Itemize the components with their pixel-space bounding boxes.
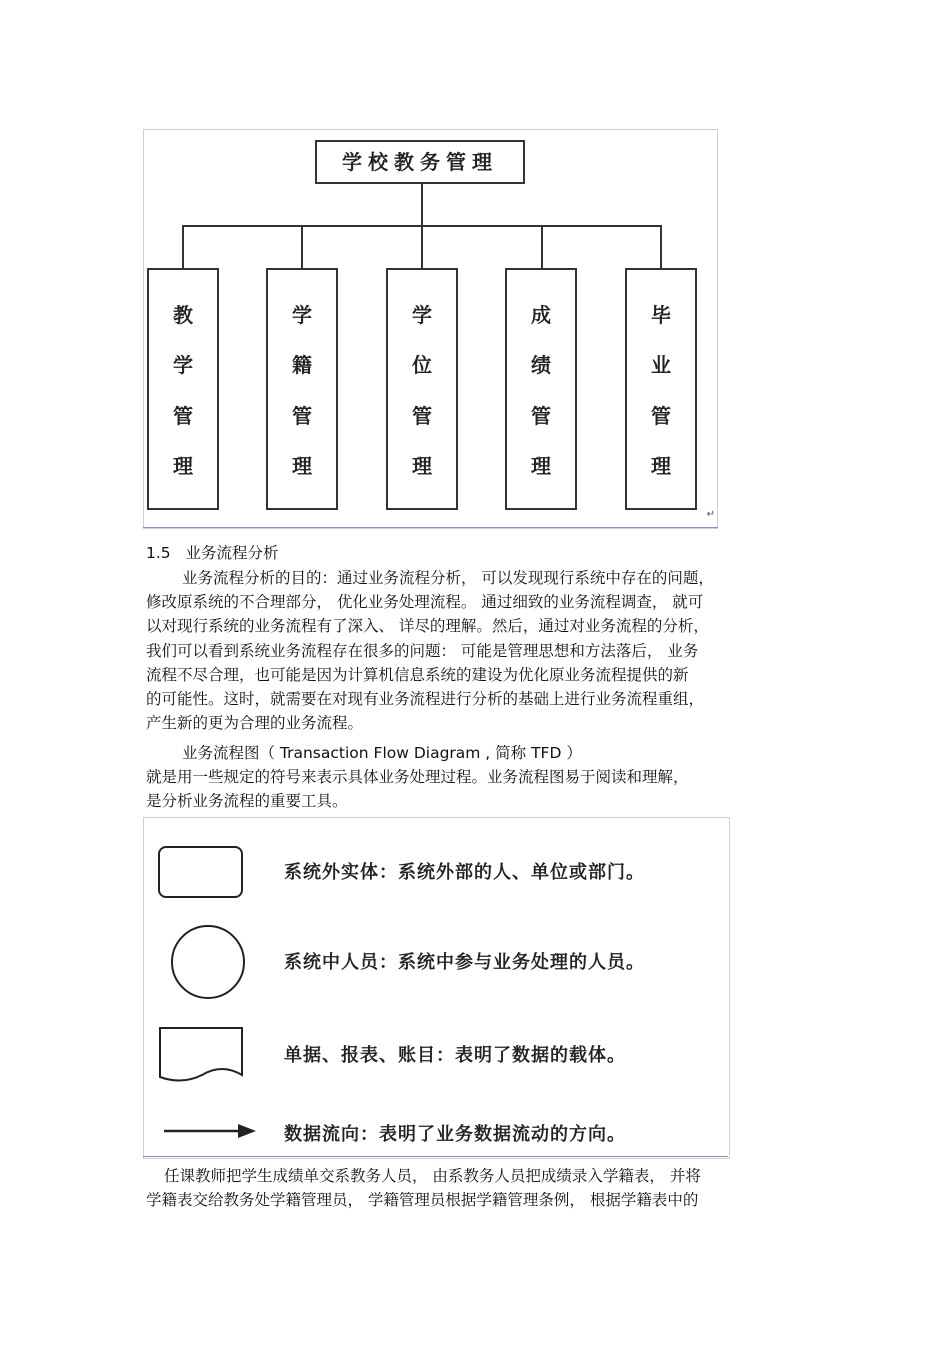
char: 理 (173, 454, 193, 479)
connector-child-2 (301, 225, 303, 268)
connector-child-4 (541, 225, 543, 268)
org-child-enrollment (266, 268, 338, 510)
document-icon (156, 1023, 251, 1088)
tfd-legend-figure (143, 817, 730, 1159)
char: 学 (173, 353, 193, 378)
text-line (146, 566, 826, 590)
char: 籍 (292, 353, 312, 378)
char: 理 (412, 454, 432, 479)
connector-root-vertical (421, 184, 423, 226)
paragraph-3 (146, 1164, 826, 1212)
text-line (146, 741, 826, 765)
text-line: 是分析业务流程的重要工具。 (146, 792, 348, 811)
char: 成 (531, 302, 551, 327)
char: 教 (173, 302, 193, 327)
connector-child-5 (660, 225, 662, 268)
section-title: 业务流程分析 (185, 544, 279, 562)
text-line: 我们可以看到系统业务流程存在很多的问题： 可能是管理思想和方法落后， 业务 (146, 641, 699, 660)
text-line: 流程不尽合理，也可能是因为计算机信息系统的建设为优化原业务流程提供的新 (146, 665, 689, 684)
connector-child-3 (421, 225, 423, 268)
text-line-content: 任课教师把学生成绩单交系教务人员， 由系教务人员把成绩录入学籍表， 并将 (164, 1167, 701, 1185)
org-child-degree (386, 268, 458, 510)
text-line: 修改原系统的不合理部分， 优化业务处理流程。 通过细致的业务流程调查， 就可 (146, 593, 704, 612)
char: 毕 (651, 302, 671, 327)
org-child-teaching (147, 268, 219, 510)
char: 理 (531, 454, 551, 479)
legend-item-external-entity: 系统外实体：系统外部的人、单位或部门。 (284, 862, 645, 883)
char: 业 (651, 353, 671, 378)
arrow-icon (162, 1121, 262, 1141)
text-line: 产生新的更为合理的业务流程。 (146, 714, 364, 733)
char: 管 (173, 403, 193, 428)
char: 位 (412, 353, 432, 378)
char: 理 (651, 454, 671, 479)
connector-child-1 (182, 225, 184, 268)
legend-item-data-flow: 数据流向：表明了业务数据流动的方向。 (284, 1124, 626, 1145)
section-number: 1.5 (146, 544, 171, 562)
org-child-graduation (625, 268, 697, 510)
char: 管 (412, 403, 432, 428)
paragraph-1 (146, 566, 826, 735)
char: 理 (292, 454, 312, 479)
org-chart-figure (143, 129, 718, 529)
org-child-grades (505, 268, 577, 510)
text-line: 就是用一些规定的符号来表示具体业务处理过程。业务流程图易于阅读和理解， (146, 768, 689, 787)
cursor-mark-icon: ↵ (706, 509, 715, 520)
text-line-content: 业务流程图（ Transaction Flow Diagram , 简称 TFD ） (182, 744, 582, 762)
rounded-rect-icon (156, 843, 246, 903)
legend-item-document: 单据、报表、账目：表明了数据的载体。 (284, 1045, 626, 1066)
text-line (146, 1164, 826, 1188)
circle-icon (169, 923, 249, 1003)
char: 绩 (531, 353, 551, 378)
char: 管 (651, 403, 671, 428)
legend-item-internal-personnel: 系统中人员：系统中参与业务处理的人员。 (284, 952, 645, 973)
figure-baseline (143, 1156, 728, 1157)
figure-baseline (143, 527, 718, 528)
text-line: 的可能性。这时，就需要在对现有业务流程进行分析的基础上进行业务流程重组， (146, 690, 705, 709)
paragraph-2 (146, 741, 826, 814)
text-line: 以对现行系统的业务流程有了深入、 详尽的理解。然后，通过对业务流程的分析， (146, 617, 709, 636)
char: 管 (292, 403, 312, 428)
char: 学 (292, 302, 312, 327)
text-line: 学籍表交给教务处学籍管理员， 学籍管理员根据学籍管理条例， 根据学籍表中的 (146, 1191, 699, 1210)
text-line-content: 业务流程分析的目的：通过业务流程分析， 可以发现现行系统中存在的问题， (182, 569, 714, 587)
char: 管 (531, 403, 551, 428)
section-heading (146, 541, 826, 565)
char: 学 (412, 302, 432, 327)
org-root-box: 学校教务管理 (315, 140, 525, 184)
